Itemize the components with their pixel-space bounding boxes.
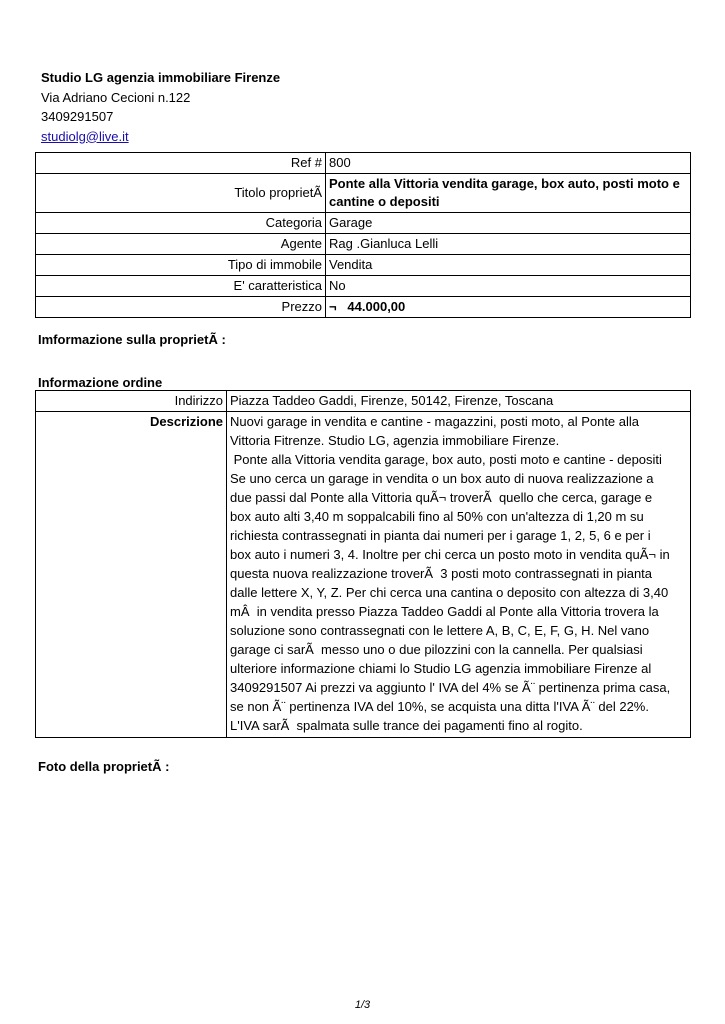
category-label: Categoria <box>36 213 326 234</box>
agency-header <box>41 68 280 146</box>
agency-phone: 3409291507 <box>41 109 114 124</box>
title-label: Titolo proprietÃ <box>36 174 326 213</box>
description-line: richiesta contrassegnati in pianta dai numeri per i garage 1, 2, 5, 6 e per i <box>230 528 651 543</box>
description-line: due passi dal Ponte alla Vittoria quÃ¬ troverÃ quello che cerca, garage e <box>230 490 653 505</box>
description-line: se non Ã¨ pertinenza IVA del 10%, se acquista una ditta l'IVA Ã¨ del 22%. <box>230 699 649 714</box>
order-table <box>35 390 691 738</box>
photos-heading: Foto della proprietÃ : <box>38 759 170 774</box>
table-row <box>36 255 691 276</box>
description-line: garage ci sarÃ messo uno o due pilozzini con la cannella. Per qualsiasi <box>230 642 643 657</box>
description-line: Nuovi garage in vendita e cantine - magazzini, posti moto, al Ponte alla <box>230 414 640 429</box>
description-line: Se uno cerca un garage in vendita o un box auto di nuova realizzazione a <box>230 471 654 486</box>
description-line: questa nuova realizzazione troverÃ 3 posti moto contrassegnati in pianta <box>230 566 653 581</box>
order-info-heading: Informazione ordine <box>38 375 163 390</box>
table-row <box>36 297 691 318</box>
address-label: Indirizzo <box>36 391 227 412</box>
description-line: ulteriore informazione chiami lo Studio LG agenzia immobiliare Firenze al <box>230 661 652 676</box>
description-line: Vittoria Fitrenze. Studio LG, agenzia immobiliare Firenze. <box>230 433 560 448</box>
description-label: Descrizione <box>36 412 227 738</box>
featured-value: No <box>326 276 691 297</box>
agent-value: Rag .Gianluca Lelli <box>326 234 691 255</box>
agency-name: Studio LG agenzia immobiliare Firenze <box>41 70 281 85</box>
table-row <box>36 234 691 255</box>
description-line: L'IVA sarÃ spalmata sulle trance dei pagamenti fino al rogito. <box>230 718 583 733</box>
category-value: Garage <box>326 213 691 234</box>
description-line: dalle lettere X, Y, Z. Per chi cerca una cantina o deposito con altezza di 3,40 <box>230 585 669 600</box>
table-row <box>36 391 691 412</box>
description-line: soluzione sono contrassegnati con le lettere A, B, C, E, F, G, H. Nel vano <box>230 623 650 638</box>
price-value: ¬ 44.000,00 <box>326 297 691 318</box>
description-line: 3409291507 Ai prezzi va aggiunto l' IVA del 4% se Ã¨ pertinenza prima casa, <box>230 680 671 695</box>
address-value: Piazza Taddeo Gaddi, Firenze, 50142, Firenze, Toscana <box>227 391 691 412</box>
table-row <box>36 213 691 234</box>
table-row <box>36 174 691 213</box>
agency-email-link[interactable]: studiolg@live.it <box>41 128 129 144</box>
ref-value: 800 <box>326 153 691 174</box>
agency-address: Via Adriano Cecioni n.122 <box>41 89 191 105</box>
agent-label: Agente <box>36 234 326 255</box>
table-row <box>36 412 691 738</box>
table-row <box>36 276 691 297</box>
description-value <box>227 412 691 738</box>
price-label: Prezzo <box>36 297 326 318</box>
description-line: mÂ in vendita presso Piazza Taddeo Gaddi al Ponte alla Vittoria trovera la <box>230 604 659 619</box>
description-line: box auto i numeri 3, 4. Inoltre per chi cerca un posto moto in vendita quÃ¬ in <box>230 547 670 562</box>
property-table <box>35 152 691 318</box>
title-value: Ponte alla Vittoria vendita garage, box auto, posti moto e cantine o depositi <box>326 174 691 213</box>
property-type-value: Vendita <box>326 255 691 276</box>
description-line: box auto alti 3,40 m soppalcabili fino al 50% con un'altezza di 1,20 m su <box>230 509 644 524</box>
featured-label: E' caratteristica <box>36 276 326 297</box>
page-number: 1/3 <box>354 999 371 1011</box>
table-row <box>36 153 691 174</box>
description-line: Ponte alla Vittoria vendita garage, box auto, posti moto e cantine - depositi <box>230 452 662 467</box>
property-info-heading: Imformazione sulla proprietÃ : <box>38 332 226 347</box>
ref-label: Ref # <box>36 153 326 174</box>
property-type-label: Tipo di immobile <box>36 255 326 276</box>
